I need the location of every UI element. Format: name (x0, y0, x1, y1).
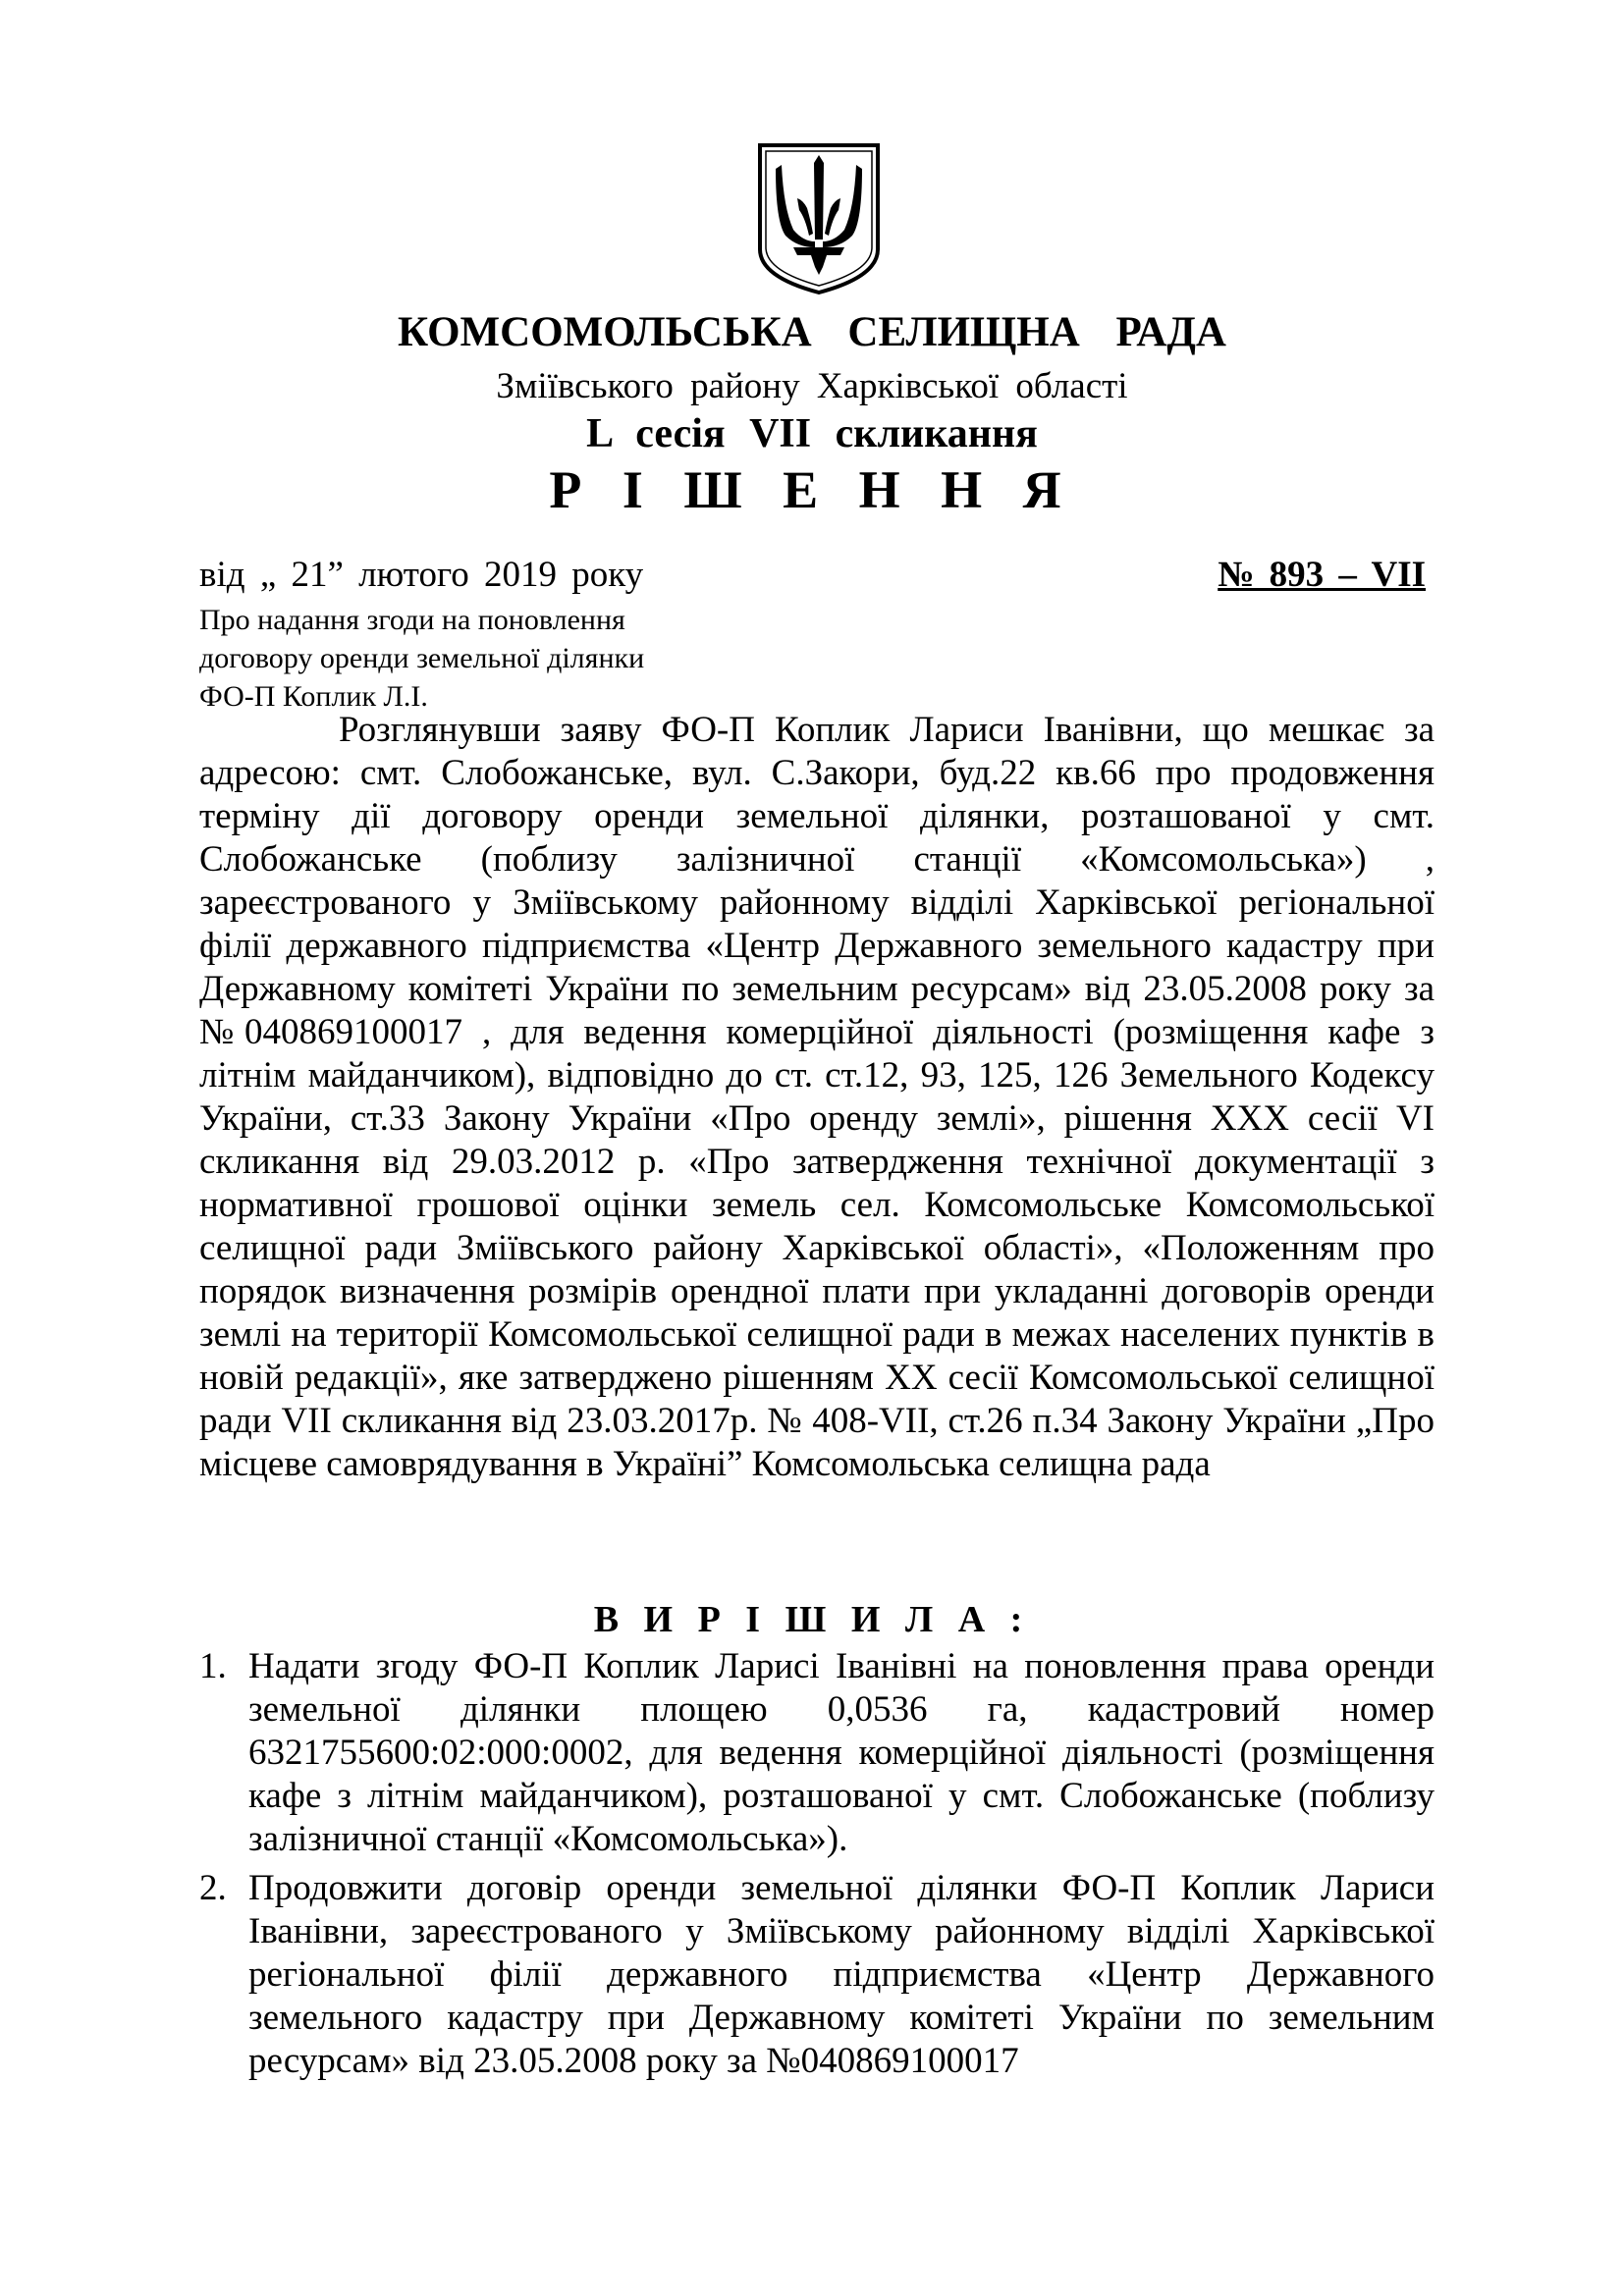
trident-coat-of-arms-icon (754, 139, 884, 296)
item-number: 1. (199, 1646, 227, 1686)
subject-line: Про надання згоди на поновлення (199, 604, 625, 636)
resolution-items (199, 1645, 1435, 2089)
item-text: Надати згоду ФО-П Коплик Ларисі Іванівні на поновлення права оренди земельної ділянки площею 0,0536 га, кадастровий номер 6321755600:02:000:0002, для ведення комерційної діяльності (розміщення кафе з літнім майданчиком), розташованої у смт. Слобожанське (поблизу залізничної станції «Комсомольська»). (248, 1646, 1435, 1859)
preamble-section (199, 709, 1435, 1486)
subject-line: договору оренди земельної ділянки (199, 642, 645, 674)
decision-subject (199, 601, 749, 716)
district-line: Зміївського району Харківської області (496, 366, 1128, 406)
subject-line: ФО-П Коплик Л.І. (199, 680, 428, 713)
item-text: Продовжити договір оренди земельної ділянки ФО-П Коплик Лариси Іванівни, зареєстрованого у Зміївському районному відділі Харківської регіональної філії державного підприємства «Центр Державного земельного кадастру при Державному комітеті України по земельним ресурсам» від 23.05.2008 року за №040869100017 (248, 1868, 1435, 2081)
decision-number: № 893 – VII (1218, 555, 1426, 595)
item-number: 2. (199, 1868, 227, 1908)
preamble-paragraph: Розглянувши заяву ФО-П Коплик Лариси Іванівни, що мешкає за адресою: смт. Слобожанське, вул. С.Закори, буд.22 кв.66 про продовження терміну дії договору оренди земельної ділянки, розташованої у смт. Слобожанське (поблизу залізничної станції «Комсомольська») , зареєстрованого у Зміївському районному відділі Харківської регіональної філії державного підприємства «Центр Державного земельного кадастру при Державному комітеті України по земельним ресурсам» від 23.05.2008 року за №040869100017 , для ведення комерційної діяльності (розміщення кафе з літнім майданчиком), відповідно до ст. ст.12, 93, 125, 126 Земельного Кодексу України, ст.33 Закону України «Про оренду землі», рішення XXX сесії VI скликання від 29.03.2012 р. «Про затвердження технічної документації з нормативної грошової оцінки земель сел. Комсомольське Комсомольської селищної ради Зміївського району Харківської області», «Положенням про порядок визначення розмірів орендної плати при укладанні договорів оренди землі на території Комсомольської селищної ради в межах населених пунктів в новій редакції», яке затверджено рішенням XX сесії Комсомольської селищної ради VII скликання від 23.03.2017р. № 408-VII, ст.26 п.34 Закону України „Про місцеве самоврядування в Україні” Комсомольська селищна рада (199, 710, 1435, 1484)
resolved-heading: В И Р І Ш И Л А : (593, 1599, 1031, 1640)
resolution-item (199, 1867, 1435, 2083)
resolution-item (199, 1645, 1435, 1861)
session-line: L сесія VII скликання (586, 411, 1038, 456)
decision-date: від „ 21” лютого 2019 року (199, 555, 644, 595)
council-name: КОМСОМОЛЬСЬКА СЕЛИЩНА РАДА (398, 309, 1226, 355)
document-type-title: Р І Ш Е Н Н Я (549, 460, 1075, 519)
